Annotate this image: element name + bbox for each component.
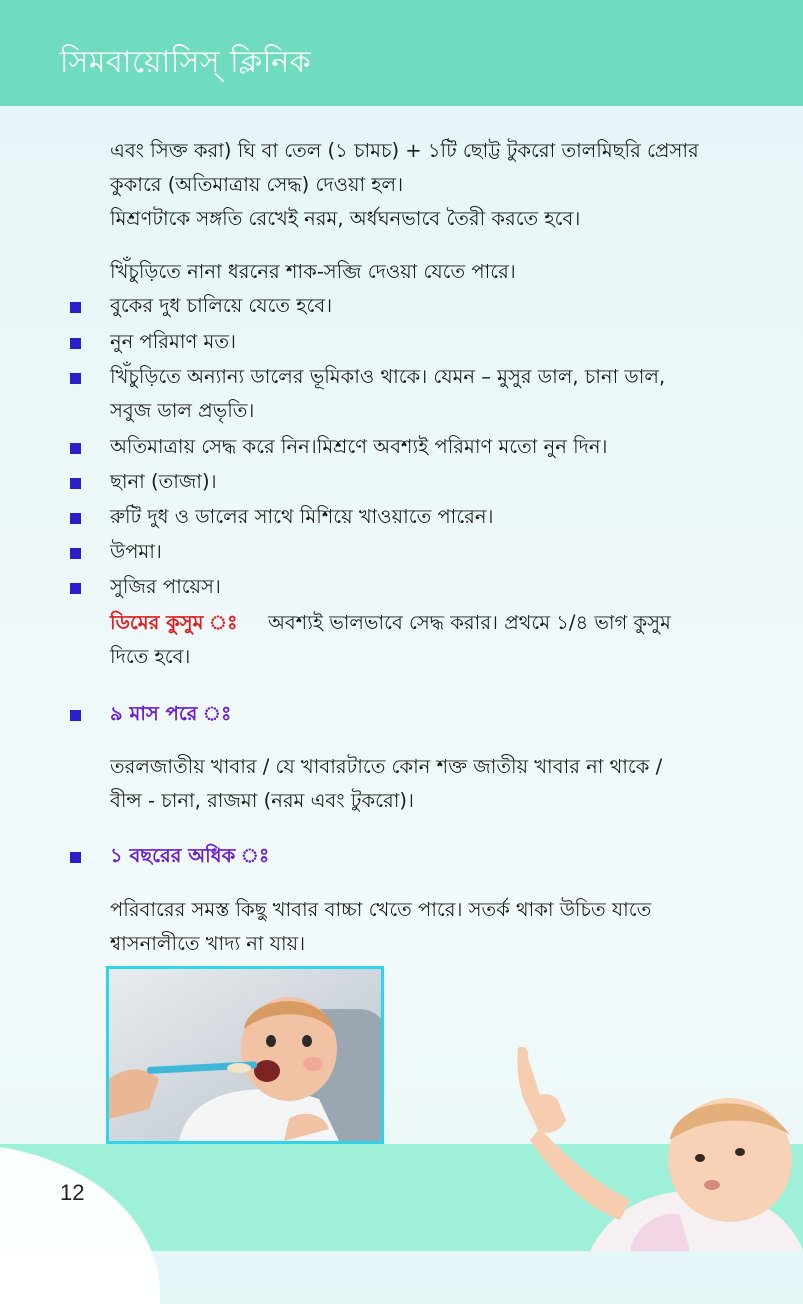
bullet-item-3-line-2: সবুজ ডাল প্রভৃতি। — [110, 399, 255, 422]
intro-line-2: কুকারে (অতিমাত্রায় সেদ্ধ) দেওয়া হল। — [110, 173, 404, 196]
bullet-square-icon — [70, 513, 81, 524]
bullet-item-6: রুটি দুধ ও ডালের সাথে মিশিয়ে খাওয়াতে পারেন। — [110, 505, 494, 528]
bullet-item-1: বুকের দুধ চালিয়ে যেতে হবে। — [110, 294, 333, 317]
intro-line-3: মিশ্রণটাকে সঙ্গতি রেখেই নরম, অর্ধঘনভাবে তৈরী করতে হবে। — [110, 207, 581, 230]
bullet-item-4: অতিমাত্রায় সেদ্ধ করে নিন।মিশ্রণে অবশ্যই পরিমাণ মতো নুন দিন। — [110, 435, 608, 458]
bullet-square-icon — [70, 302, 81, 313]
section-1-year-line-1: পরিবারের সমস্ত কিছু খাবার বাচ্চা খেতে পারে। সতর্ক থাকা উচিত যাতে — [110, 898, 652, 921]
bullet-square-icon — [70, 373, 81, 384]
bullet-square-icon — [70, 548, 81, 559]
baby-feeding-illustration — [109, 969, 381, 1141]
page-number: 12 — [60, 1180, 85, 1205]
egg-line-1 — [110, 606, 770, 640]
page-header — [0, 0, 803, 106]
bullet-item-2: নুন পরিমাণ মত। — [110, 330, 236, 353]
section-9-months-line-2: বীন্স - চানা, রাজমা (নরম এবং টুকরো)। — [110, 789, 414, 812]
intro-line-1: এবং সিক্ত করা) ঘি বা তেল (১ চামচ) + ১টি ছোট্ট টুকরো তালমিছরি প্রেসার — [110, 139, 699, 162]
baby-feeding-photo — [106, 966, 384, 1144]
header-title: সিমবায়োসিস্ ক্লিনিক — [60, 45, 312, 80]
pointing-baby-illustration — [500, 1040, 803, 1251]
bullet-square-icon — [70, 478, 81, 489]
egg-text-1: অবশ্যই ভালভাবে সেদ্ধ করার। প্রথমে ১/৪ ভাগ কুসুম — [267, 611, 671, 634]
bullet-square-icon — [70, 852, 81, 863]
bullet-item-3-line-1: খিঁচুড়িতে অন্যান্য ডালের ভূমিকাও থাকে। যেমন – মুসুর ডাল, চানা ডাল, — [110, 365, 666, 388]
bullet-square-icon — [70, 338, 81, 349]
section-1-year-line-2: শ্বাসনালীতে খাদ্য না যায়। — [110, 932, 306, 955]
bullet-square-icon — [70, 583, 81, 594]
bullet-item-5: ছানা (তাজা)। — [110, 470, 217, 493]
egg-label: ডিমের কুসুম ঃ — [110, 611, 238, 634]
bullet-square-icon — [70, 443, 81, 454]
bullet-square-icon — [70, 710, 81, 721]
section-9-months-heading: ৯ মাস পরে ঃ — [110, 702, 232, 725]
bullet-item-8: সুজির পায়েস। — [110, 575, 221, 598]
section-1-year-heading: ১ বছরের অধিক ঃ — [110, 844, 270, 867]
egg-line-2: দিতে হবে। — [110, 645, 191, 668]
bullet-item-7: উপমা। — [110, 540, 162, 563]
section-9-months-line-1: তরলজাতীয় খাবার / যে খাবারটাতে কোন শক্ত জাতীয় খাবার না থাকে / — [110, 755, 663, 778]
veg-line: খিঁচুড়িতে নানা ধরনের শাক-সব্জি দেওয়া যেতে পারে। — [110, 260, 516, 283]
